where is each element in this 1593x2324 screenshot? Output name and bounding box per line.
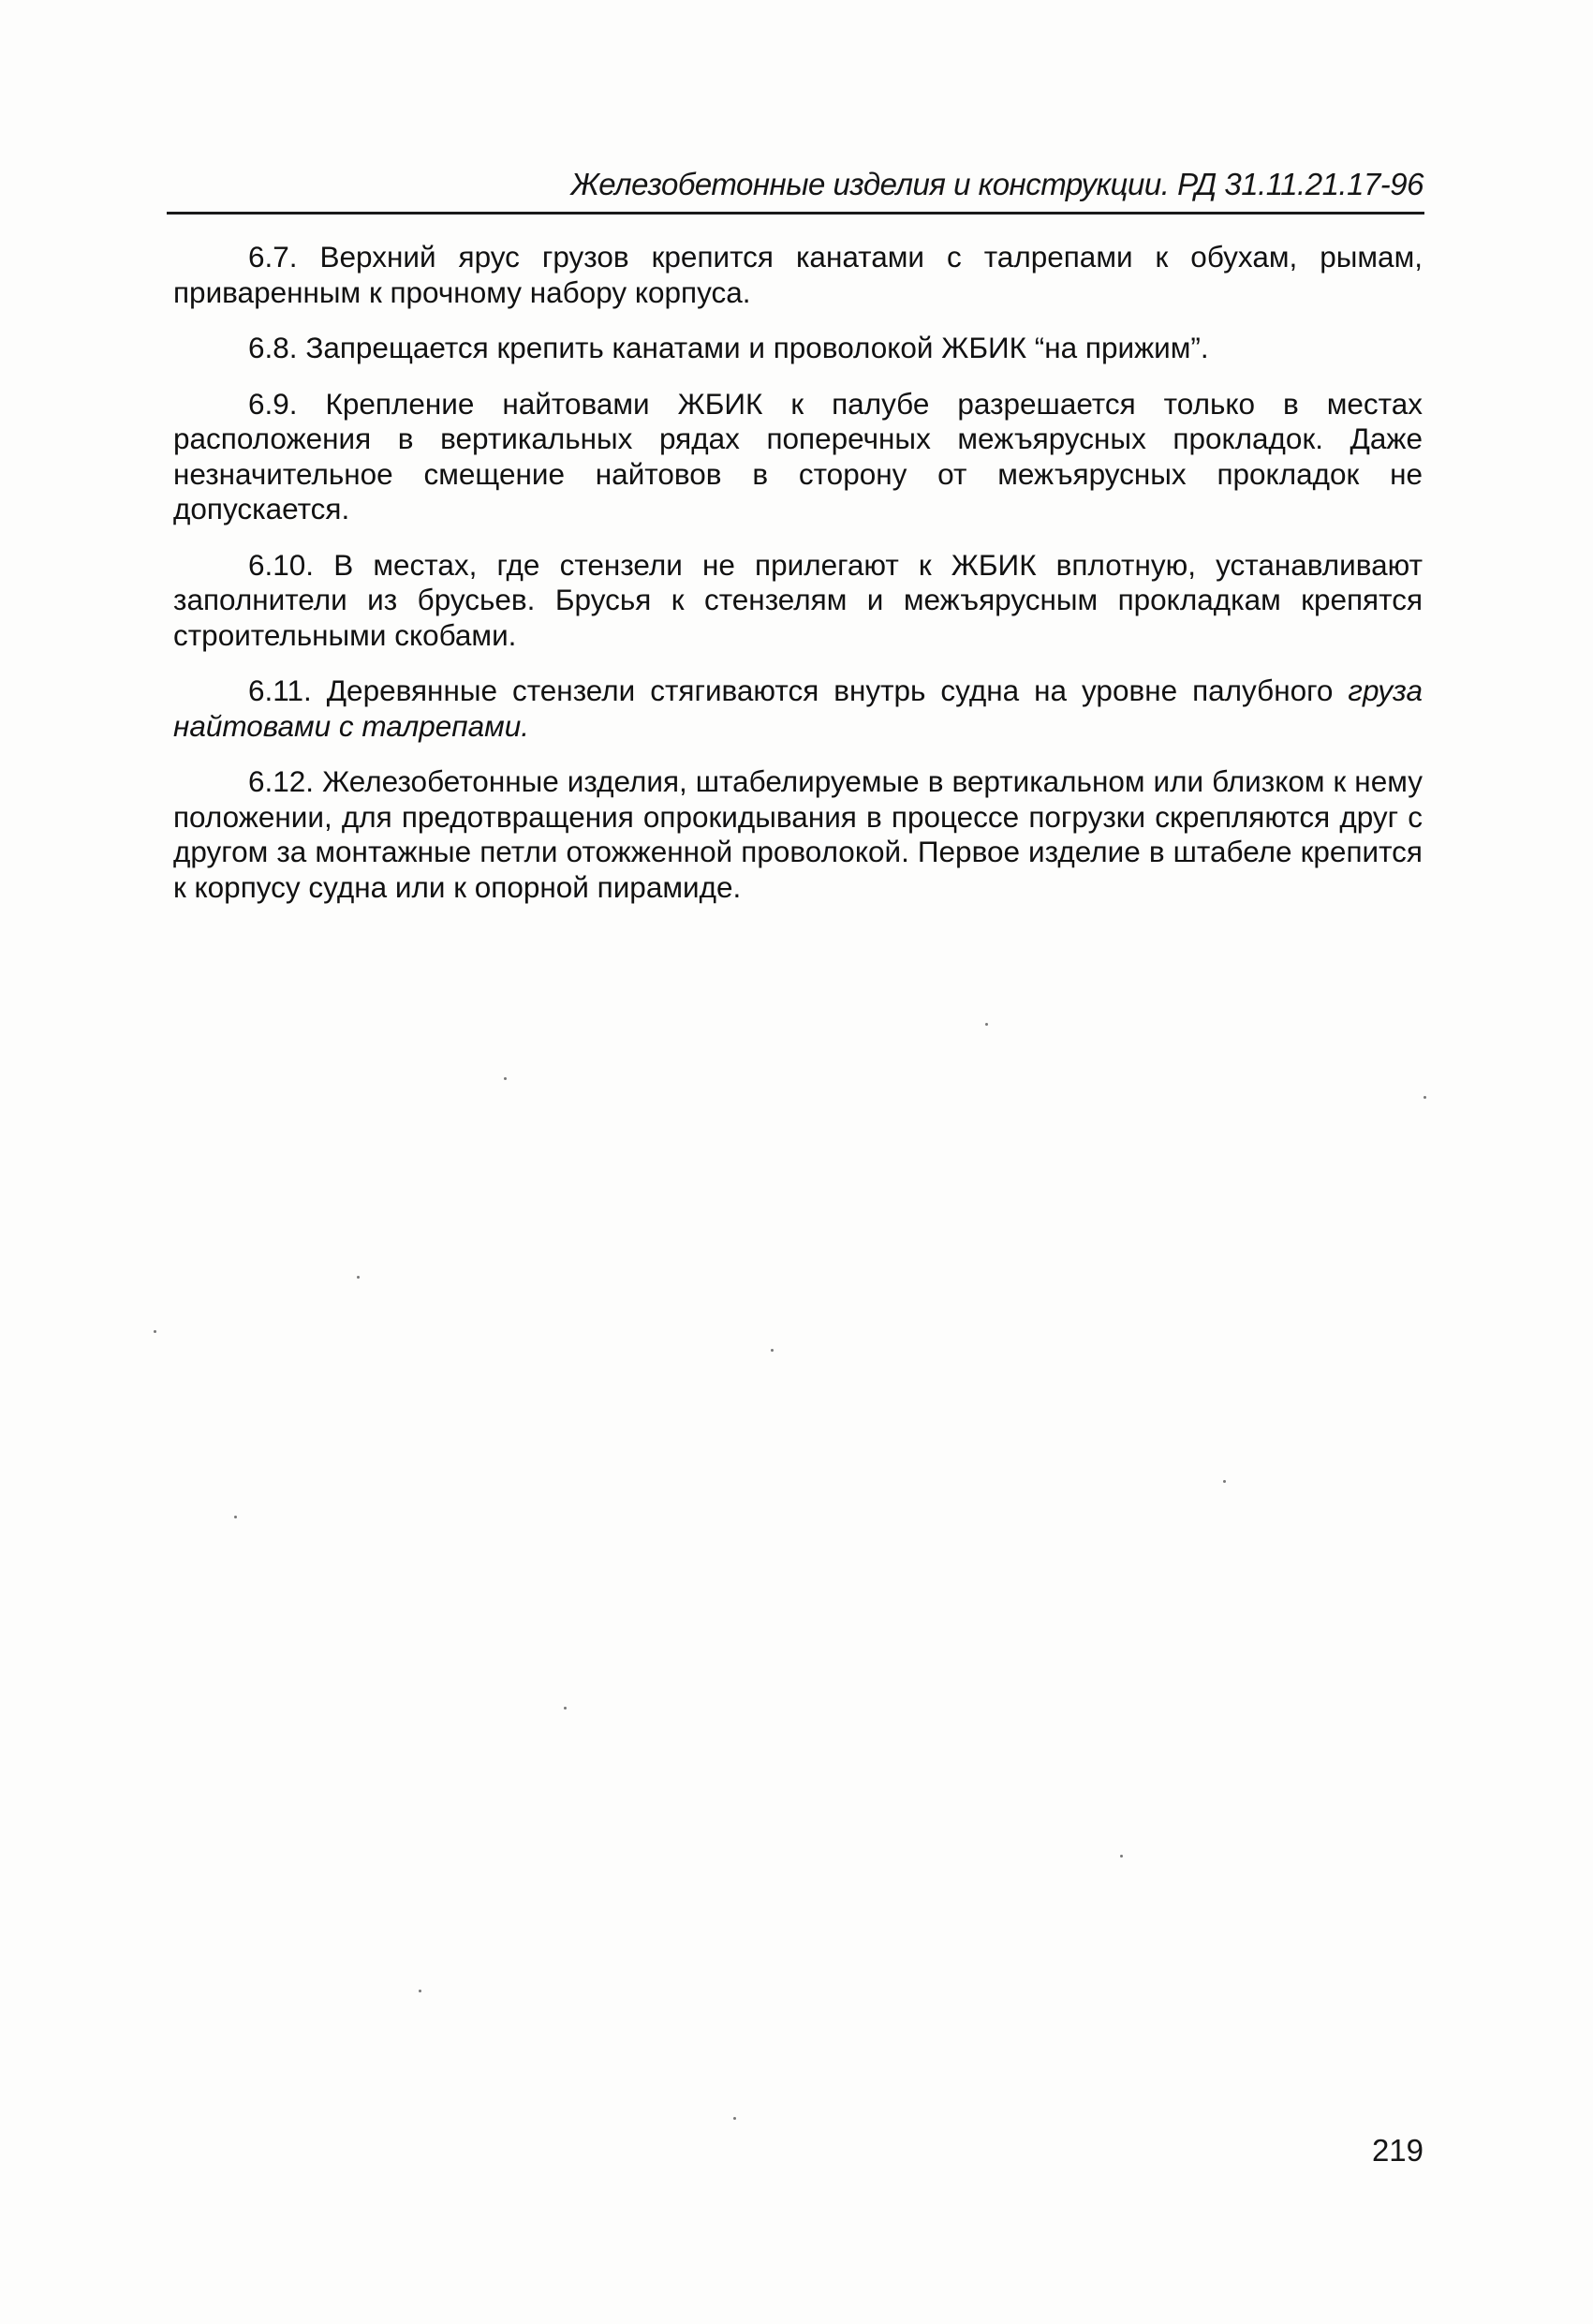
paragraph-text-italic: груза найтовами с талрепами. — [173, 674, 1423, 743]
document-body — [173, 240, 1423, 925]
scan-speck — [154, 1330, 156, 1333]
paragraph-text: Железобетонные изделия, штабелируемые в вертикальном или близком к нему положении, для предотвращения опрокидывания в процессе погрузки скрепляются друг с другом за монтажные петли отожженной проволокой. Первое изделие в штабеле крепится к корпусу судна или к опорной пирамиде. — [173, 764, 1423, 904]
paragraph-text: Запрещается крепить канатами и проволокой ЖБИК “на прижим”. — [305, 331, 1209, 364]
running-header: Железобетонные изделия и конструкции. РД 31.11.21.17-96 — [570, 167, 1423, 201]
scan-speck — [1120, 1855, 1123, 1858]
paragraph-number: 6.11. — [248, 674, 312, 707]
paragraph-text: Деревянные стензели стягиваются внутрь судна на уровне палубного — [326, 674, 1334, 707]
scan-speck — [985, 1023, 988, 1026]
paragraph-number: 6.8. — [248, 331, 298, 364]
paragraph-6-11 — [173, 674, 1423, 744]
paragraph-6-8 — [173, 331, 1423, 366]
scan-speck — [234, 1516, 237, 1518]
paragraph-6-9 — [173, 387, 1423, 527]
scan-speck — [771, 1349, 774, 1352]
paragraph-number: 6.10. — [248, 547, 315, 582]
paragraph-6-7 — [173, 240, 1423, 310]
scan-speck — [564, 1707, 567, 1710]
paragraph-number: 6.7. — [248, 240, 298, 274]
paragraph-6-12 — [173, 764, 1423, 905]
scan-speck — [504, 1077, 507, 1080]
header-rule — [167, 212, 1424, 215]
scan-speck — [1223, 1480, 1226, 1483]
scan-speck — [357, 1276, 360, 1279]
scan-speck — [733, 2117, 736, 2120]
paragraph-text: В местах, где стензели не прилегают к ЖБИК вплотную, устанавливают заполнители из брусьев. Брусья к стензелям и межъярусным прокладкам крепятся строительными скобами. — [173, 547, 1423, 652]
paragraph-number: 6.12. — [248, 764, 315, 798]
scan-speck — [1423, 1096, 1426, 1099]
page-number: 219 — [1371, 2133, 1423, 2168]
paragraph-text: Крепление найтовами ЖБИК к палубе разрешается только в местах расположения в вертикальных рядах поперечных межъярусных прокладок. Даже незначительное смещение найтовов в сторону от межъярусных прокладок не допускается. — [173, 386, 1423, 525]
paragraph-text: Верхний ярус грузов крепится канатами с талрепами к обухам, рымам, приваренным к прочному набору корпуса. — [173, 240, 1423, 309]
paragraph-number: 6.9. — [248, 386, 298, 421]
scan-speck — [419, 1990, 421, 1992]
paragraph-6-10 — [173, 548, 1423, 654]
